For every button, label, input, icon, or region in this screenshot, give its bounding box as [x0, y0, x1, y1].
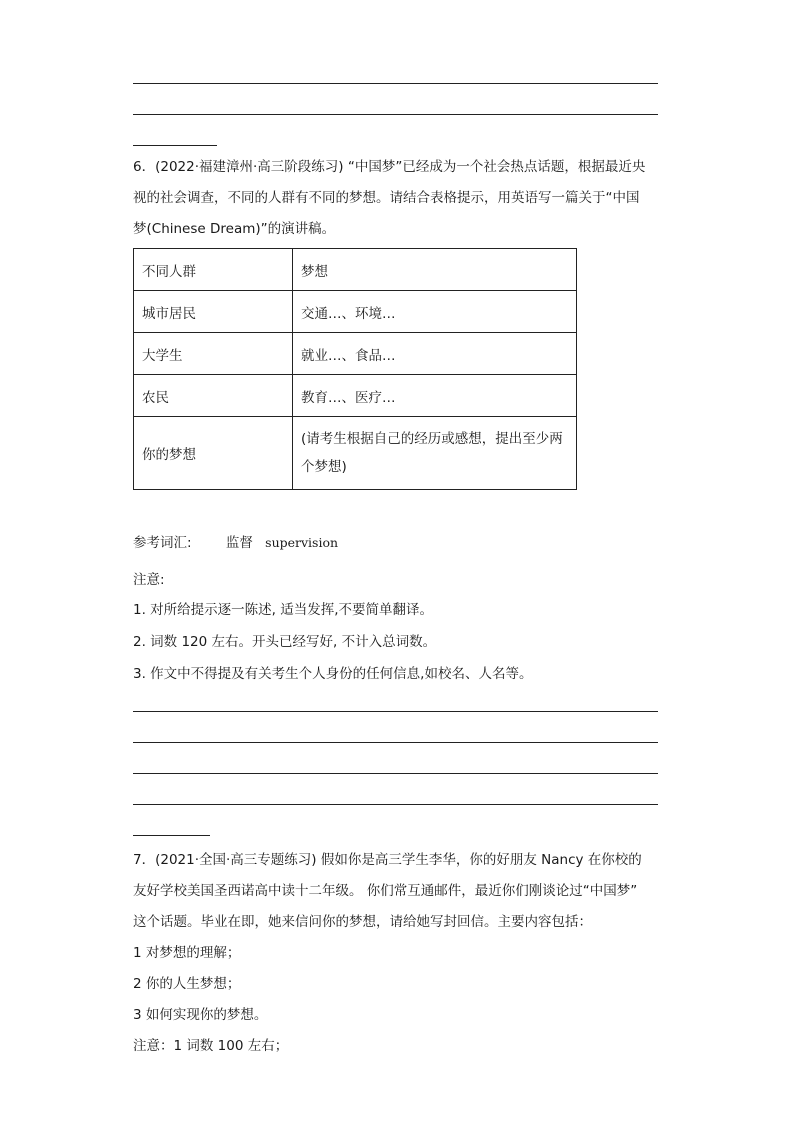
answer-line — [133, 711, 658, 712]
answer-line-short — [133, 145, 217, 146]
table-cell: 你的梦想 — [134, 417, 293, 490]
question-7-line: 1 对梦想的理解； — [133, 945, 241, 961]
table-row — [134, 417, 577, 490]
table-cell: 农民 — [134, 375, 293, 417]
table-cell: (请考生根据自己的经历或感想，提出至少两个梦想) — [293, 417, 577, 490]
answer-line — [133, 83, 658, 84]
question-6-line: 6．(2022·福建漳州·高三阶段练习) “中国梦”已经成为一个社会热点话题，根据最近央 — [133, 159, 646, 175]
answer-line-short — [133, 835, 210, 836]
question-7-line: 3 如何实现你的梦想。 — [133, 1007, 268, 1023]
table-cell: 就业…、食品… — [293, 333, 577, 375]
table-row — [134, 291, 577, 333]
question-7-line: 注意：1 词数 100 左右； — [133, 1038, 289, 1054]
question-7-prompt — [133, 845, 658, 1062]
note-item: 1. 对所给提示逐一陈述, 适当发挥,不要简单翻译。 — [133, 602, 434, 618]
table-cell: 城市居民 — [134, 291, 293, 333]
question-7-line: 7．(2021·全国·高三专题练习) 假如你是高三学生李华，你的好朋友 Nancy 在你校的 — [133, 852, 642, 868]
table-cell: 大学生 — [134, 333, 293, 375]
question-6-prompt — [133, 152, 658, 245]
vocab-label: 参考词汇: — [133, 535, 192, 551]
question-7-line: 这个话题。毕业在即，她来信问你的梦想，请给她写封回信。主要内容包括： — [133, 914, 592, 930]
table-header-cell: 梦想 — [293, 249, 577, 291]
table-header-row — [134, 249, 577, 291]
note-item: 2. 词数 120 左右。开头已经写好, 不计入总词数。 — [133, 634, 437, 650]
question-7-line: 友好学校美国圣西诺高中读十二年级。 你们常互通邮件，最近你们刚谈论过“中国梦” — [133, 883, 638, 899]
table-row — [134, 333, 577, 375]
question-7-line: 2 你的人生梦想； — [133, 976, 241, 992]
question-6-line: 视的社会调查，不同的人群有不同的梦想。请结合表格提示，用英语写一篇关于“中国 — [133, 190, 640, 206]
answer-line — [133, 773, 658, 774]
table-cell: 教育…、医疗… — [293, 375, 577, 417]
dream-table — [133, 248, 577, 490]
note-item: 3. 作文中不得提及有关考生个人身份的任何信息,如校名、人名等。 — [133, 666, 533, 682]
question-6-line: 梦(Chinese Dream)”的演讲稿。 — [133, 221, 336, 237]
vocab-line — [133, 533, 338, 553]
answer-line — [133, 114, 658, 115]
vocab-english: supervision — [265, 535, 339, 550]
notes-title: 注意: — [133, 572, 165, 588]
answer-line — [133, 804, 658, 805]
table-header-cell: 不同人群 — [134, 249, 293, 291]
answer-line — [133, 742, 658, 743]
vocab-chinese: 监督 — [225, 535, 253, 551]
table-cell: 交通…、环境… — [293, 291, 577, 333]
table-row — [134, 375, 577, 417]
